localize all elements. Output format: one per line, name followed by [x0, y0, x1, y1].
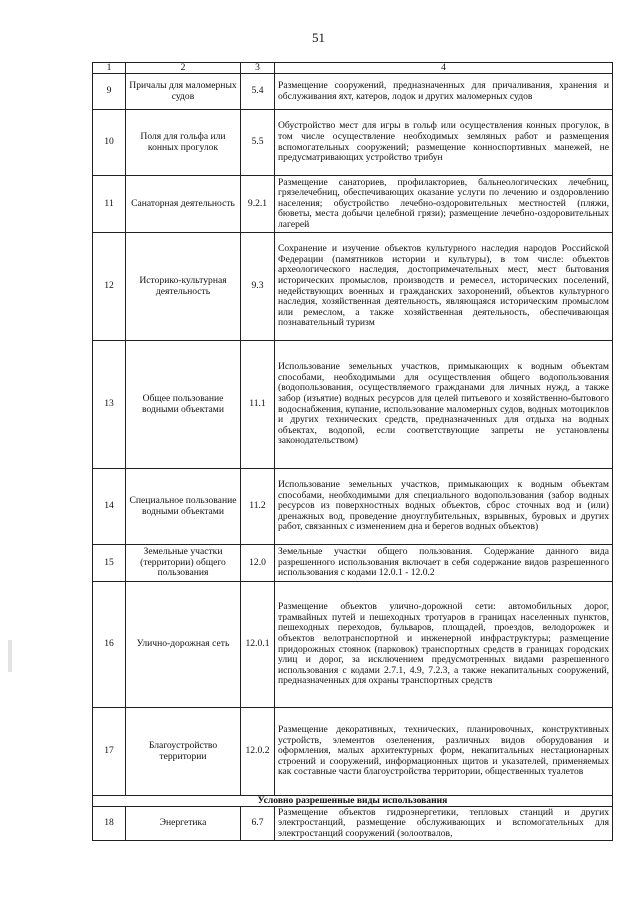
table-row	[93, 341, 613, 469]
table-row	[93, 708, 613, 796]
use-description: Размещение объектов улично-дорожной сети: автомобильных дорог, трамвайных путей и пешеходных тротуаров в границах населенных пунктов, пешеходных переходов, бульваров, площадей, проездов, велодорожек и объектов велотранспортной и инженерной инфраструктуры; размещение придорожных стоянок (парковок) транспортных средств в границах городских улиц и дорог, за исключением предусмотренных видами разрешенного использования с кодами 2.7.1, 4.9, 7.2.3, а также некапитальных сооружений, предназначенных для охраны транспортных средств	[275, 582, 613, 708]
use-code: 9.3	[241, 233, 275, 341]
section-heading-row	[93, 796, 613, 807]
row-number: 12	[93, 233, 126, 341]
table-row	[93, 545, 613, 582]
use-code: 12.0.1	[241, 582, 275, 708]
use-code: 12.0.2	[241, 708, 275, 796]
use-type-name: Причалы для маломерных судов	[126, 74, 241, 110]
use-code: 9.2.1	[241, 176, 275, 233]
use-code: 5.4	[241, 74, 275, 110]
use-description: Размещение санаториев, профилакториев, бальнеологических лечебниц, грязелечебниц, обеспечивающих оказание услуги по лечению и оздоровлению населения; обустройство лечебно-оздоровительных местностей (пляжи, бюветы, места добычи целебной грязи); размещение лечебно-оздоровительных лагерей	[275, 176, 613, 233]
table-row	[93, 176, 613, 233]
use-type-name: Улично-дорожная сеть	[126, 582, 241, 708]
table-row	[93, 469, 613, 545]
use-code: 5.5	[241, 110, 275, 176]
table-row	[93, 807, 613, 841]
table-row	[93, 582, 613, 708]
use-code: 11.2	[241, 469, 275, 545]
row-number: 13	[93, 341, 126, 469]
use-description: Размещение декоративных, технических, планировочных, конструктивных устройств, элементов озеленения, различных видов оборудования и оформления, малых архитектурных форм, некапитальных нестационарных строений и сооружений, информационных щитов и указателей, применяемых как составные части благоустройства территории, общественных туалетов	[275, 708, 613, 796]
use-type-name: Земельные участки (территории) общего пользования	[126, 545, 241, 582]
use-description: Сохранение и изучение объектов культурного наследия народов Российской Федерации (памятников истории и культуры), в том числе: объектов археологического наследия, достопримечательных мест, мест бытования исторических промыслов, производств и ремесел, исторических поселений, недействующих военных и гражданских захоронений, объектов культурного наследия, хозяйственная деятельность, являющаяся историческим промыслом или ремеслом, а также хозяйственная деятельность, обеспечивающая познавательный туризм	[275, 233, 613, 341]
header-cell: 1	[93, 63, 126, 74]
use-type-name: Энергетика	[126, 807, 241, 841]
use-description: Использование земельных участков, примыкающих к водным объектам способами, необходимыми для осуществления общего водопользования (водопользования, осуществляемого гражданами для личных нужд, а также забор (изъятие) водных ресурсов для целей питьевого и хозяйственно-бытового водоснабжения, купание, использование маломерных судов, водных мотоциклов и других технических средств, предназначенных для отдыха на водных объектах, водопой, если соответствующие запреты не установлены законодательством)	[275, 341, 613, 469]
table-row	[93, 233, 613, 341]
section-heading: Условно разрешенные виды использования	[93, 796, 613, 807]
row-number: 10	[93, 110, 126, 176]
use-code: 11.1	[241, 341, 275, 469]
use-description: Размещение сооружений, предназначенных для причаливания, хранения и обслуживания яхт, катеров, лодок и других маломерных судов	[275, 74, 613, 110]
table-row	[93, 74, 613, 110]
header-cell: 3	[241, 63, 275, 74]
use-type-name: Историко-культурная деятельность	[126, 233, 241, 341]
use-description: Обустройство мест для игры в гольф или осуществления конных прогулок, в том числе осуществление необходимых земляных работ и размещения вспомогательных сооружений; размещение конноспортивных манежей, не предусматривающих устройство трибун	[275, 110, 613, 176]
row-number: 17	[93, 708, 126, 796]
use-type-name: Поля для гольфа или конных прогулок	[126, 110, 241, 176]
use-type-name: Специальное пользование водными объектами	[126, 469, 241, 545]
row-number: 15	[93, 545, 126, 582]
table-header-row	[93, 63, 613, 74]
row-number: 16	[93, 582, 126, 708]
land-use-table	[92, 62, 613, 841]
table-row	[93, 110, 613, 176]
row-number: 18	[93, 807, 126, 841]
use-code: 6.7	[241, 807, 275, 841]
row-number: 14	[93, 469, 126, 545]
header-cell: 2	[126, 63, 241, 74]
use-code: 12.0	[241, 545, 275, 582]
use-type-name: Общее пользование водными объектами	[126, 341, 241, 469]
margin-mark	[8, 640, 12, 672]
header-cell: 4	[275, 63, 613, 74]
use-description: Использование земельных участков, примыкающих к водным объектам способами, необходимыми для специального водопользования (забор водных ресурсов из поверхностных водных объектов, сброс сточных вод и (или) дренажных вод, проведение дноуглубительных, взрывных, буровых и других работ, связанных с изменением дна и берегов водных объектов)	[275, 469, 613, 545]
page-number: 51	[312, 30, 325, 45]
row-number: 9	[93, 74, 126, 110]
row-number: 11	[93, 176, 126, 233]
use-description: Земельные участки общего пользования. Содержание данного вида разрешенного использования включает в себя содержание видов разрешенного использования с кодами 12.0.1 - 12.0.2	[275, 545, 613, 582]
use-description: Размещение объектов гидроэнергетики, тепловых станций и других электростанций, размещение обслуживающих и вспомогательных для электростанций сооружений (золоотвалов,	[275, 807, 613, 841]
use-type-name: Благоустройство территории	[126, 708, 241, 796]
use-type-name: Санаторная деятельность	[126, 176, 241, 233]
